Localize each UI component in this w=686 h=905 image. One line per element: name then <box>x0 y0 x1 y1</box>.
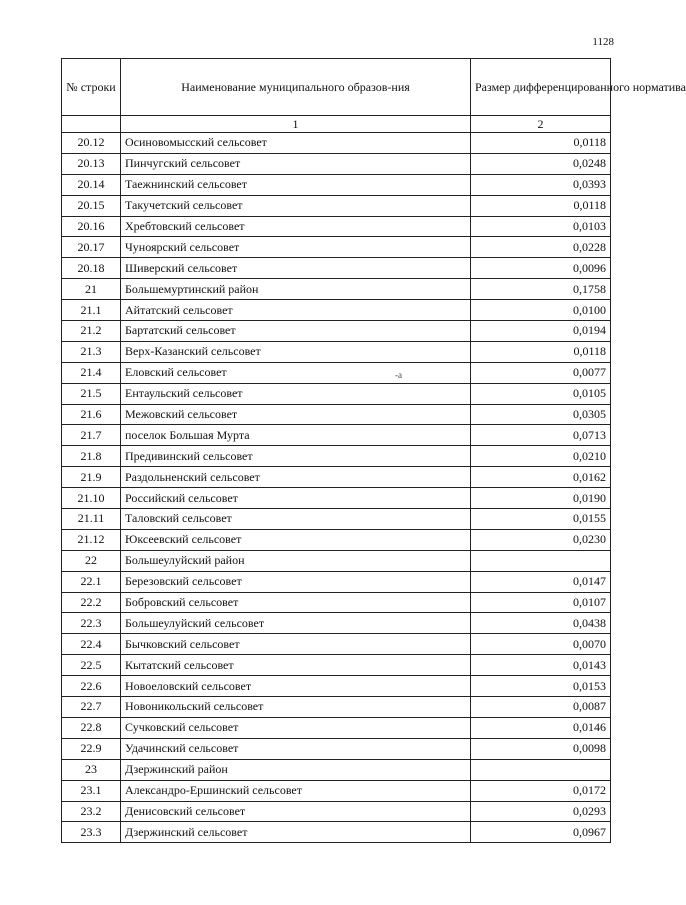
table-row <box>62 425 611 446</box>
norm-value: 0,0230 <box>471 529 611 550</box>
table-row <box>62 216 611 237</box>
norm-value: 0,0107 <box>471 592 611 613</box>
row-number: 22.6 <box>62 676 121 697</box>
row-number: 23 <box>62 759 121 780</box>
row-number: 20.17 <box>62 237 121 258</box>
table-row <box>62 174 611 195</box>
norm-value: 0,0172 <box>471 780 611 801</box>
row-number: 21.9 <box>62 467 121 488</box>
municipality-name: Большеулуйский сельсовет <box>121 613 471 634</box>
column-index: 2 <box>471 116 611 133</box>
norm-value: 0,0153 <box>471 676 611 697</box>
norm-value: 0,0147 <box>471 571 611 592</box>
row-number: 21.10 <box>62 488 121 509</box>
column-index-row <box>62 116 611 133</box>
norm-value: 0,0146 <box>471 717 611 738</box>
municipality-name: Сучковский сельсовет <box>121 717 471 738</box>
municipality-name: Удачинский сельсовет <box>121 738 471 759</box>
norm-value: 0,0098 <box>471 738 611 759</box>
norm-value: 0,0118 <box>471 133 611 154</box>
row-number: 22.2 <box>62 592 121 613</box>
table-row <box>62 676 611 697</box>
row-number: 21.3 <box>62 341 121 362</box>
municipality-name: Айтатский сельсовет <box>121 300 471 321</box>
row-number: 22 <box>62 550 121 571</box>
row-number: 23.1 <box>62 780 121 801</box>
norm-value: 0,0155 <box>471 509 611 530</box>
municipality-name: Еловский сельсовет <box>121 362 471 383</box>
municipality-name: Бартатский сельсовет <box>121 321 471 342</box>
row-number: 22.5 <box>62 655 121 676</box>
table-row <box>62 258 611 279</box>
municipality-name: Юксеевский сельсовет <box>121 529 471 550</box>
municipality-name: Ентаульский сельсовет <box>121 383 471 404</box>
municipality-name: Бобровский сельсовет <box>121 592 471 613</box>
table-row <box>62 509 611 530</box>
municipality-name: Большеулуйский район <box>121 550 471 571</box>
row-number: 20.15 <box>62 195 121 216</box>
table-row <box>62 446 611 467</box>
municipality-name: Хребтовский сельсовет <box>121 216 471 237</box>
norm-value: 0,0162 <box>471 467 611 488</box>
norms-table <box>61 58 686 843</box>
municipality-name: Осиновомысский сельсовет <box>121 133 471 154</box>
municipality-name: Березовский сельсовет <box>121 571 471 592</box>
norm-value: 0,0228 <box>471 237 611 258</box>
table-row <box>62 634 611 655</box>
table-row <box>62 488 611 509</box>
norm-value: 0,0393 <box>471 174 611 195</box>
municipality-name: Пинчугский сельсовет <box>121 153 471 174</box>
municipality-name: Чуноярский сельсовет <box>121 237 471 258</box>
municipality-name: Предивинский сельсовет <box>121 446 471 467</box>
norm-value: 0,0305 <box>471 404 611 425</box>
municipality-name: Александро-Ершинский сельсовет <box>121 780 471 801</box>
municipality-name: Новоеловский сельсовет <box>121 676 471 697</box>
row-number: 22.1 <box>62 571 121 592</box>
table-row <box>62 404 611 425</box>
municipality-name: Бычковский сельсовет <box>121 634 471 655</box>
row-number: 21.7 <box>62 425 121 446</box>
norm-value: 0,0190 <box>471 488 611 509</box>
row-number: 20.18 <box>62 258 121 279</box>
table-row <box>62 153 611 174</box>
municipality-name: Раздольненский сельсовет <box>121 467 471 488</box>
row-number: 23.3 <box>62 822 121 843</box>
municipality-name: поселок Большая Мурта <box>121 425 471 446</box>
table-row <box>62 300 611 321</box>
municipality-name: Верх-Казанский сельсовет <box>121 341 471 362</box>
municipality-name: Таловский сельсовет <box>121 509 471 530</box>
row-number: 22.4 <box>62 634 121 655</box>
table-row <box>62 467 611 488</box>
norm-value: 0,0438 <box>471 613 611 634</box>
norm-value: 0,0096 <box>471 258 611 279</box>
municipality-name: Дзержинский район <box>121 759 471 780</box>
norm-value: 0,0118 <box>471 195 611 216</box>
table-body <box>62 133 611 843</box>
table-row <box>62 237 611 258</box>
table-row <box>62 738 611 759</box>
table-row <box>62 613 611 634</box>
table-row <box>62 822 611 843</box>
row-number: 22.9 <box>62 738 121 759</box>
row-number: 22.3 <box>62 613 121 634</box>
header-row-number: № строки <box>62 59 121 116</box>
column-index: 1 <box>121 116 471 133</box>
row-number: 22.7 <box>62 697 121 718</box>
norm-value: 0,0077 <box>471 362 611 383</box>
municipality-name: Такучетский сельсовет <box>121 195 471 216</box>
municipality-name: Дзержинский сельсовет <box>121 822 471 843</box>
norm-value: 0,0248 <box>471 153 611 174</box>
table-row <box>62 195 611 216</box>
municipality-name: Новоникольский сельсовет <box>121 697 471 718</box>
norm-value: 0,0293 <box>471 801 611 822</box>
norm-value: 0,1758 <box>471 279 611 300</box>
norm-value: 0,0100 <box>471 300 611 321</box>
table-row <box>62 697 611 718</box>
norm-value: 0,0070 <box>471 634 611 655</box>
municipality-name: Российский сельсовет <box>121 488 471 509</box>
table-row <box>62 362 611 383</box>
row-number: 21.12 <box>62 529 121 550</box>
table-row <box>62 571 611 592</box>
row-number: 20.13 <box>62 153 121 174</box>
norm-value: 0,0194 <box>471 321 611 342</box>
table-row <box>62 133 611 154</box>
row-number: 21.5 <box>62 383 121 404</box>
municipality-name: Таежнинский сельсовет <box>121 174 471 195</box>
stray-mark: -a <box>395 370 402 380</box>
row-number: 21.8 <box>62 446 121 467</box>
row-number: 22.8 <box>62 717 121 738</box>
table-row <box>62 341 611 362</box>
row-number: 20.14 <box>62 174 121 195</box>
norm-value: 0,0105 <box>471 383 611 404</box>
table-row <box>62 592 611 613</box>
page-number: 1128 <box>592 36 614 48</box>
header-norm-size: Размер дифференцированного норматива <box>471 59 611 116</box>
row-number: 20.12 <box>62 133 121 154</box>
norm-value: 0,0143 <box>471 655 611 676</box>
table-row <box>62 321 611 342</box>
header-municipality-name: Наименование муниципального образов-ния <box>121 59 471 116</box>
row-number: 21.1 <box>62 300 121 321</box>
municipality-name: Шиверский сельсовет <box>121 258 471 279</box>
table-row <box>62 801 611 822</box>
municipality-name: Кытатский сельсовет <box>121 655 471 676</box>
table-row <box>62 529 611 550</box>
norm-value: 0,0210 <box>471 446 611 467</box>
row-number: 23.2 <box>62 801 121 822</box>
norm-value: 0,0713 <box>471 425 611 446</box>
table-row <box>62 717 611 738</box>
municipality-name: Межовский сельсовет <box>121 404 471 425</box>
norm-value: 0,0103 <box>471 216 611 237</box>
header-row <box>62 59 611 116</box>
norm-value <box>471 759 611 780</box>
row-number: 21.6 <box>62 404 121 425</box>
table-row <box>62 759 611 780</box>
municipality-name: Большемуртинский район <box>121 279 471 300</box>
norm-value: 0,0087 <box>471 697 611 718</box>
table-row <box>62 780 611 801</box>
row-number: 20.16 <box>62 216 121 237</box>
norm-value <box>471 550 611 571</box>
column-index <box>62 116 121 133</box>
table-row <box>62 655 611 676</box>
norm-value: 0,0118 <box>471 341 611 362</box>
row-number: 21.2 <box>62 321 121 342</box>
table-row <box>62 550 611 571</box>
table-row <box>62 383 611 404</box>
row-number: 21.4 <box>62 362 121 383</box>
table-row <box>62 279 611 300</box>
row-number: 21.11 <box>62 509 121 530</box>
row-number: 21 <box>62 279 121 300</box>
municipality-name: Денисовский сельсовет <box>121 801 471 822</box>
norm-value: 0,0967 <box>471 822 611 843</box>
